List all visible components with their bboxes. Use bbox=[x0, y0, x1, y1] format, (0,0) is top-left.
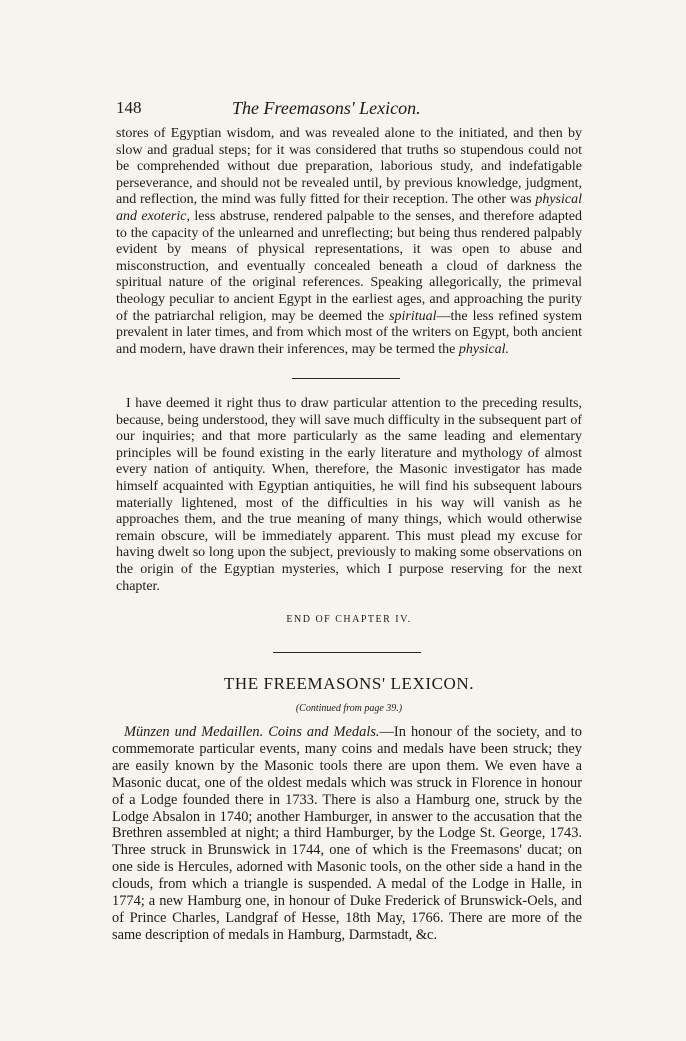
paragraph-1-emphasis-spiritual: spiritual bbox=[389, 308, 437, 324]
paragraph-1-text-b: less abstruse, rendered palpable to the senses, and therefore adapted to the capacity of the unlearned and unreflecting; but being thus rendered palpably evident by means of physical representations, it was open to abuse and misconstruction, and eventually concealed beneath a cloud of darkness the spiritual nature of the original references. Speaking allegorically, the primeval theology peculiar to ancient Egypt in the earliest ages, and approaching the purity of the patriarchal religion, may be deemed the bbox=[116, 208, 582, 324]
paragraph-1-emphasis-physical: physical. bbox=[458, 341, 510, 357]
running-title: The Freemasons' Lexicon. bbox=[232, 98, 421, 118]
paragraph-1-emphasis-physical-exoteric: physical and exoteric, bbox=[116, 192, 582, 224]
section-divider bbox=[292, 378, 400, 379]
paragraph-1-text-a: stores of Egyptian wisdom, and was revealed alone to the initiated, and then by slow and gradual steps; for it was considered that truths so stupendous could not be comprehended without due preparation, laborious study, and indefatigable perseverance, and should not be revealed until, by previous knowledge, judgment, and reflection, the mind was fully fitted for their reception. The other was bbox=[116, 126, 582, 208]
paragraph-coins-and-medals bbox=[112, 724, 582, 944]
paragraph-1-text-c: —the less refined system prevalent in later times, and from which most of the writers on Egypt, both ancient and modern, have drawn their inferences, may be termed the bbox=[116, 308, 582, 357]
entry-heading: Münzen und Medaillen. Coins and Medals. bbox=[124, 724, 380, 740]
paragraph-egyptian-wisdom bbox=[116, 126, 582, 358]
chapter-divider bbox=[273, 652, 421, 653]
section-title: THE FREEMASONS' LEXICON. bbox=[223, 674, 475, 693]
paragraph-preceding-results: I have deemed it right thus to draw particular attention to the preceding results, because, being understood, they will save much difficulty in the subsequent part of our inquiries; and that more particularly as the same leading and elementary principles will be found existing in the early literature and mythology of almost every nation of antiquity. When, therefore, the Masonic investigator has made himself acquainted with Egyptian antiquities, he will find his subsequent labours materially lightened, most of the difficulties in his way will vanish as he approaches them, and the true meaning of many things, which would otherwise remain obscure, will be immediately apparent. This must plead my excuse for having dwelt so long upon the subject, previously to making some observations on the origin of the Egyptian mysteries, which I purpose reserving for the next chapter. bbox=[116, 396, 582, 594]
page-header bbox=[110, 98, 580, 122]
entry-body: —In honour of the society, and to commemorate particular events, many coins and medals have been struck; they are easily known by the Masonic tools there are upon them. We even have a Masonic ducat, one of the oldest medals which was struck in Florence in honour of a Lodge founded there in 1733. There is also a Hamburg one, struck by the Lodge Absalon in 1740; another Hamburger, in answer to the accusation that the Brethren assembled at night; a third Hamburger, by the Lodge St. George, 1743. Three struck in Brunswick in 1744, one of which is the Freemasons' ducat; on one side is Hercules, adorned with Masonic tools, on the other side a hand in the clouds, from which a triangle is suspended. A medal of the Lodge in Halle, in 1774; a new Hamburg one, in honour of Duke Frederick of Brunswick-Oels, and of Prince Charles, Landgraf of Hesse, 18th May, 1766. There are more of the same description of medals in Hamburg, Darmstadt, &c. bbox=[112, 724, 582, 943]
page-number: 148 bbox=[116, 98, 142, 117]
end-of-chapter-label: END OF CHAPTER IV. bbox=[286, 614, 412, 625]
continued-note: (Continued from page 39.) bbox=[295, 703, 403, 714]
